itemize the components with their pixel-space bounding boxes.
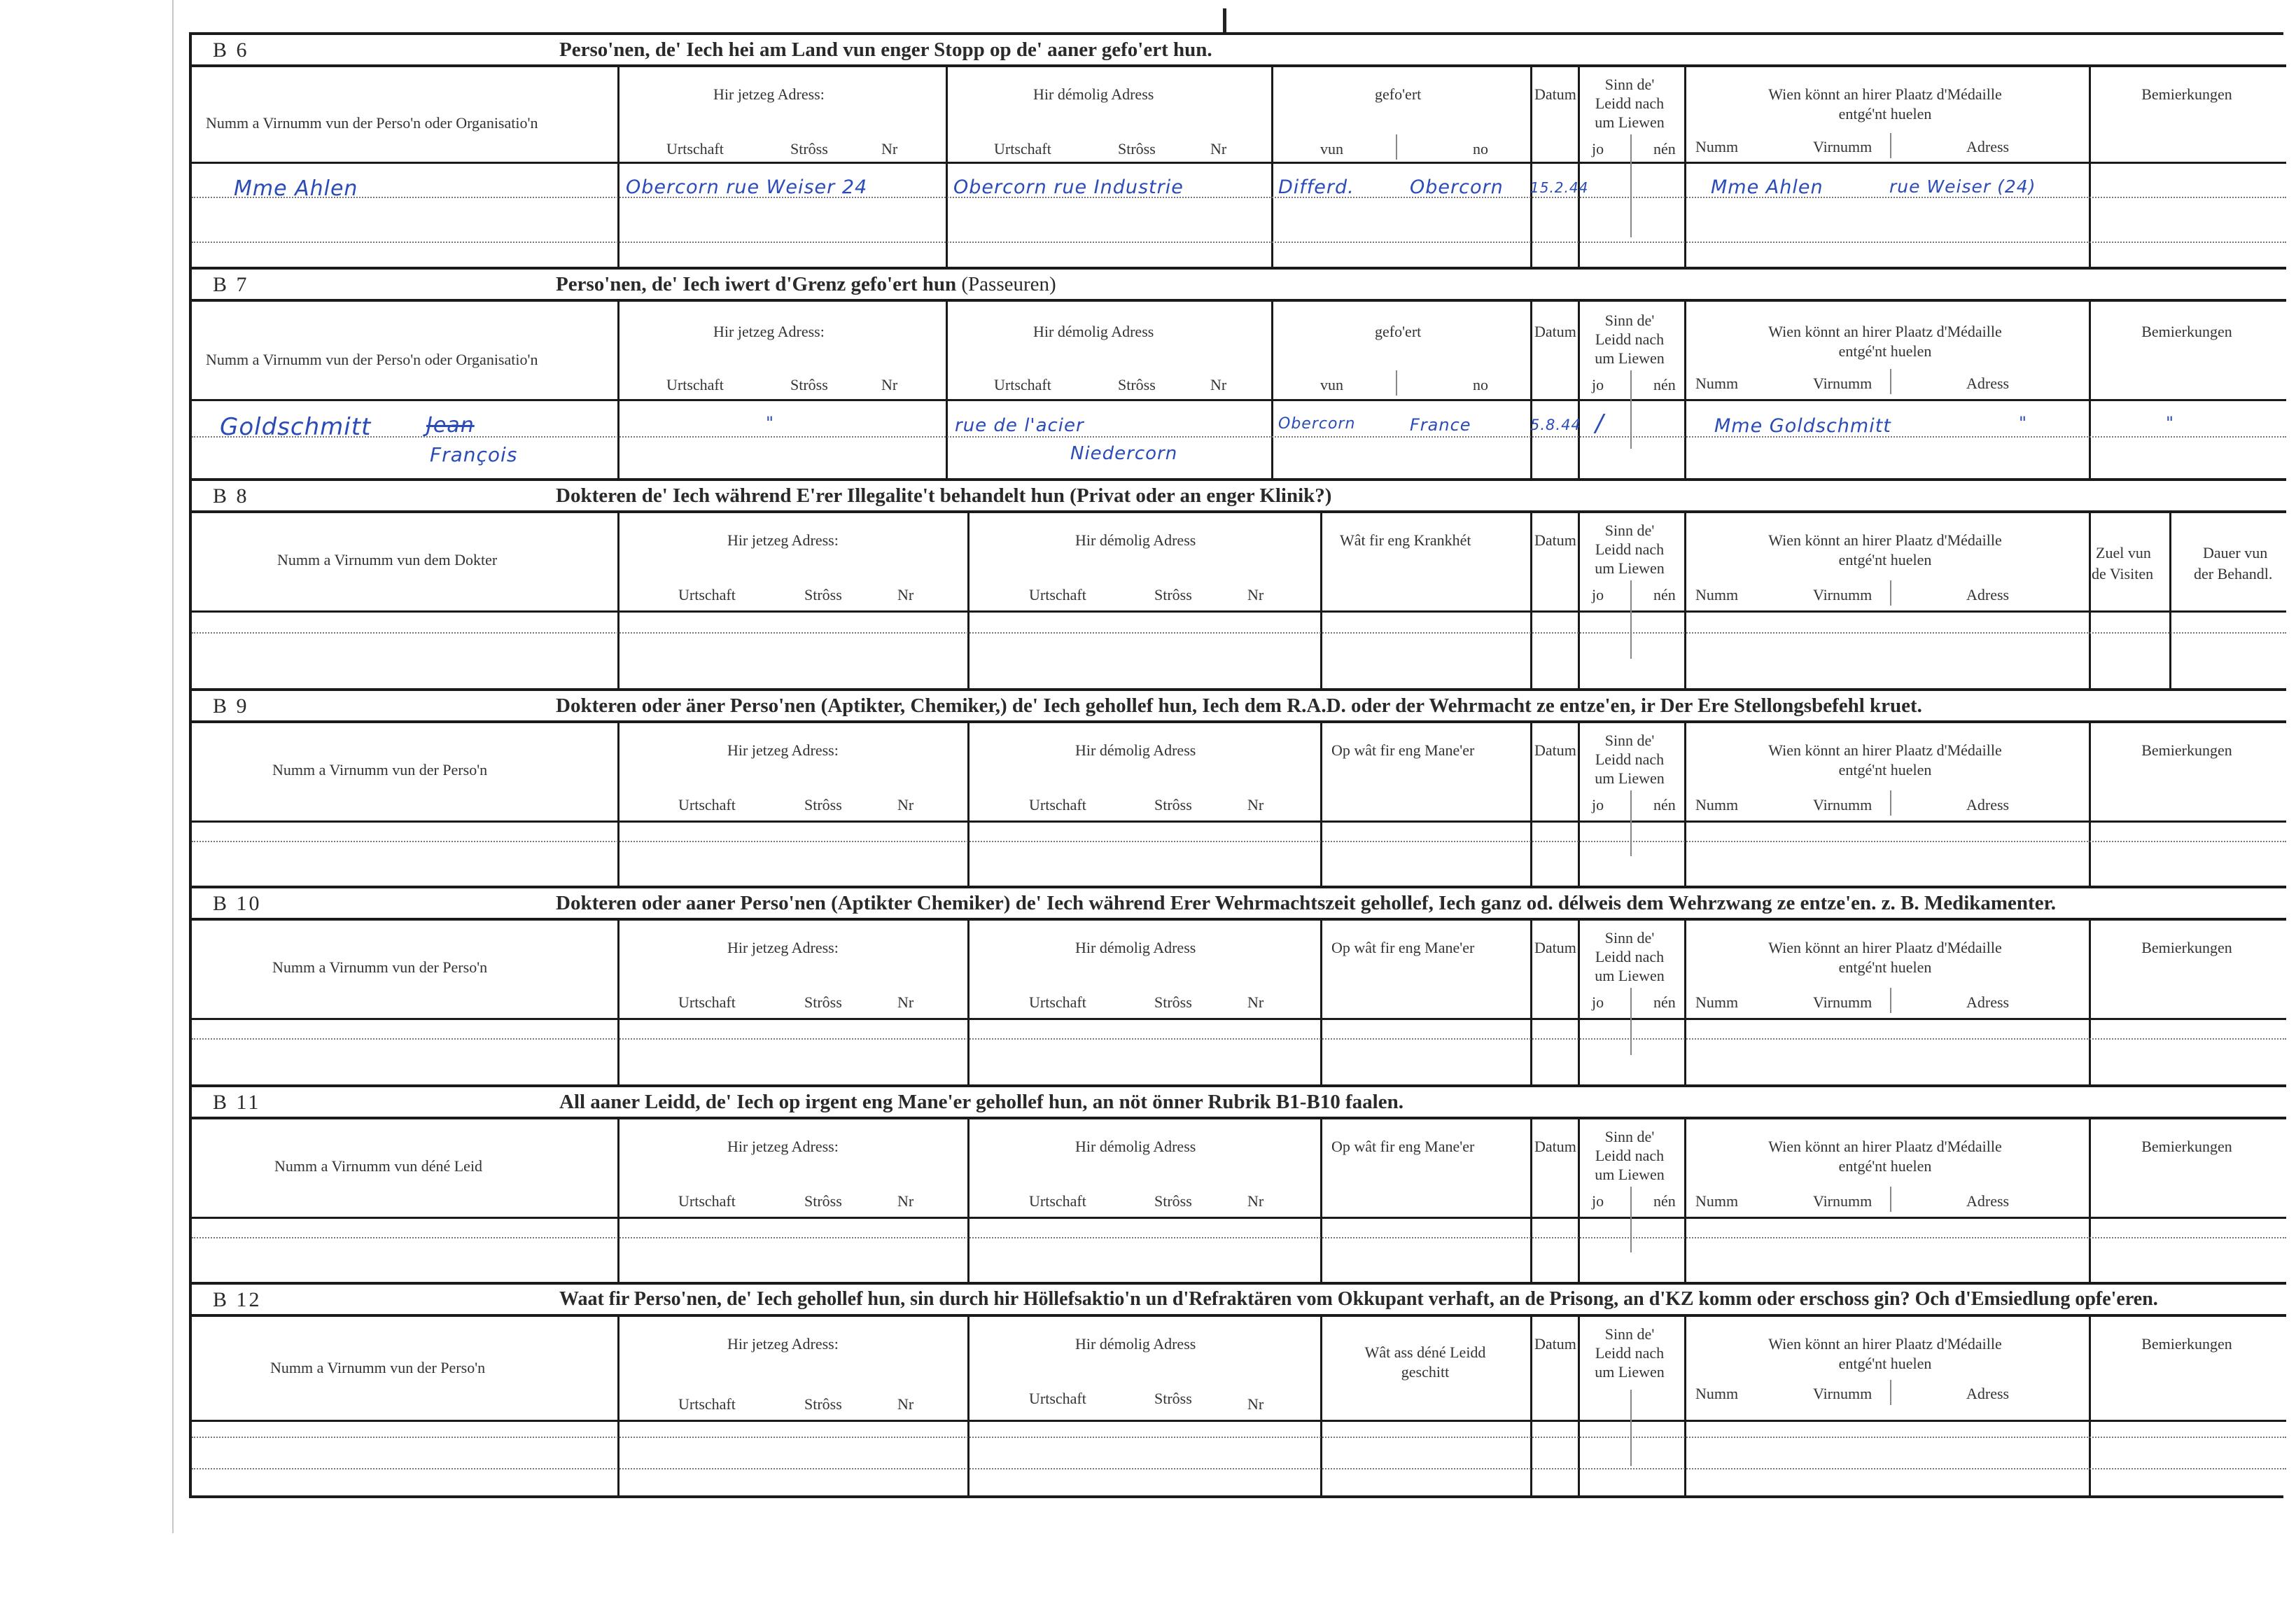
urtschaft-label: Urtschaft xyxy=(1029,796,1086,814)
remarks-label: Bemierkungen xyxy=(2141,85,2232,103)
column-divider xyxy=(1320,723,1322,888)
section-code: B 11 xyxy=(213,1091,261,1114)
column-divider xyxy=(1271,67,1273,270)
liewen-label: um Liewen xyxy=(1595,559,1665,577)
urtschaft-label: Urtschaft xyxy=(1029,586,1086,603)
stross-label: Strôss xyxy=(804,796,842,814)
section-title-text: Perso'nen, de' Iech iwert d'Grenz gefo'ert hun xyxy=(556,273,957,295)
handwritten-former-address: Obercorn rue Industrie xyxy=(953,176,1184,198)
remarks-label: Bemierkungen xyxy=(2141,1335,2232,1353)
numm-label: Numm xyxy=(1695,1385,1739,1402)
column-divider xyxy=(967,723,969,888)
section-b7 xyxy=(192,270,2286,481)
sub-divider xyxy=(1396,134,1397,160)
column-divider xyxy=(1320,513,1322,691)
handwritten-medal-address: " xyxy=(2019,413,2028,433)
column-divider xyxy=(617,1119,620,1285)
handwritten-jo-mark: / xyxy=(1595,410,1604,438)
date-label: Datum xyxy=(1534,531,1576,549)
sub-divider xyxy=(1630,790,1632,856)
sub-divider xyxy=(1890,133,1891,158)
column-divider xyxy=(1530,67,1532,270)
section-code: B 7 xyxy=(213,273,249,296)
what-happened-label-2: geschitt xyxy=(1401,1363,1450,1381)
stross-label: Strôss xyxy=(1154,993,1192,1011)
nen-label: nén xyxy=(1653,376,1676,393)
numm-label: Numm xyxy=(1695,586,1739,603)
section-b9 xyxy=(192,691,2286,888)
liewen-label: um Liewen xyxy=(1595,113,1665,131)
handwritten-medal-address: rue Weiser (24) xyxy=(1889,176,2036,197)
column-divider xyxy=(2089,1119,2091,1285)
name-column-label: Numm a Virnumm vun der Perso'n xyxy=(272,761,488,778)
nr-label: Nr xyxy=(881,376,898,393)
nr-label: Nr xyxy=(1247,796,1264,814)
current-address-label: Hir jetzeg Adress: xyxy=(727,741,839,759)
handwritten-medal-name: Mme Ahlen xyxy=(1711,176,1823,198)
sub-divider xyxy=(1890,369,1891,394)
column-divider xyxy=(1530,1317,1532,1498)
name-column-label: Numm a Virnumm vun der Perso'n oder Organisatio'n xyxy=(206,114,538,132)
sub-divider xyxy=(1630,134,1632,237)
virnumm-label: Virnumm xyxy=(1813,138,1872,155)
section-header xyxy=(192,888,2286,921)
stross-label: Strôss xyxy=(1154,796,1192,814)
medal-label-2: entgé'nt huelen xyxy=(1838,105,1932,123)
urtschaft-label: Urtschaft xyxy=(678,796,736,814)
sinn-label: Sinn de' xyxy=(1604,1128,1655,1145)
handwritten-medal-name: Mme Goldschmitt xyxy=(1714,415,1891,437)
section-title: Perso'nen, de' Iech hei am Land vun enger Stopp op de' aaner gefo'ert hun. xyxy=(559,39,1212,61)
section-title xyxy=(556,273,1056,296)
duration-label: Dauer vun xyxy=(2203,544,2268,561)
column-divider xyxy=(967,921,969,1087)
numm-label: Numm xyxy=(1695,993,1739,1011)
name-column-label: Numm a Virnumm vun der Perso'n oder Organisatio'n xyxy=(206,351,538,368)
sinn-label: Sinn de' xyxy=(1604,312,1655,329)
column-divider xyxy=(1578,921,1580,1087)
stross-label: Strôss xyxy=(1154,1192,1192,1210)
from-label: vun xyxy=(1320,140,1343,158)
date-label: Datum xyxy=(1534,939,1576,956)
stross-label: Strôss xyxy=(790,140,828,158)
medal-label: Wien könnt an hirer Plaatz d'Médaille xyxy=(1768,741,2002,759)
handwritten-from: Differd. xyxy=(1278,176,1354,198)
medal-label: Wien könnt an hirer Plaatz d'Médaille xyxy=(1768,1335,2002,1353)
stross-label: Strôss xyxy=(804,1192,842,1210)
column-divider xyxy=(1578,67,1580,270)
guided-label: gefo'ert xyxy=(1375,323,1422,340)
date-label: Datum xyxy=(1534,1335,1576,1353)
medal-label: Wien könnt an hirer Plaatz d'Médaille xyxy=(1768,323,2002,340)
handwritten-from: Obercorn xyxy=(1278,415,1356,433)
section-b12 xyxy=(192,1285,2286,1501)
sinn-label: Sinn de' xyxy=(1604,76,1655,93)
sub-divider xyxy=(1630,988,1632,1055)
column-divider xyxy=(1320,1119,1322,1285)
leidd-label: Leidd nach xyxy=(1595,948,1665,965)
adress-label: Adress xyxy=(1966,1385,2010,1402)
handwritten-to: France xyxy=(1410,415,1471,435)
handwritten-current-address: " xyxy=(766,413,775,433)
to-label: no xyxy=(1473,140,1488,158)
section-b8 xyxy=(192,481,2286,691)
column-divider xyxy=(1530,513,1532,691)
date-label: Datum xyxy=(1534,85,1576,103)
jo-label: jo xyxy=(1592,1192,1604,1210)
former-address-label: Hir démolig Adress xyxy=(1033,85,1154,103)
date-label: Datum xyxy=(1534,323,1576,340)
medal-label-2: entgé'nt huelen xyxy=(1838,1157,1932,1175)
column-divider xyxy=(1530,723,1532,888)
urtschaft-label: Urtschaft xyxy=(678,586,736,603)
liewen-label: um Liewen xyxy=(1595,1166,1665,1183)
sinn-label: Sinn de' xyxy=(1604,1325,1655,1343)
duration-label-2: der Behandl. xyxy=(2194,565,2273,582)
handwritten-former-address-2: Niedercorn xyxy=(1070,443,1178,464)
column-divider xyxy=(1578,302,1580,481)
leidd-label: Leidd nach xyxy=(1595,330,1665,348)
nr-label: Nr xyxy=(897,1395,914,1413)
virnumm-label: Virnumm xyxy=(1813,586,1872,603)
nr-label: Nr xyxy=(1210,376,1227,393)
column-divider xyxy=(2089,513,2091,691)
name-column-label: Numm a Virnumm vun der Perso'n xyxy=(270,1359,486,1376)
illness-label: Wât fir eng Krankhét xyxy=(1340,531,1471,549)
page-edge-mark xyxy=(172,0,174,1533)
column-divider xyxy=(1578,1119,1580,1285)
current-address-label: Hir jetzeg Adress: xyxy=(727,531,839,549)
adress-label: Adress xyxy=(1966,1192,2010,1210)
sub-divider xyxy=(1890,988,1891,1013)
nr-label: Nr xyxy=(881,140,898,158)
sinn-label: Sinn de' xyxy=(1604,732,1655,749)
guided-label: gefo'ert xyxy=(1375,85,1422,103)
leidd-label: Leidd nach xyxy=(1595,1344,1665,1362)
column-divider xyxy=(1578,513,1580,691)
liewen-label: um Liewen xyxy=(1595,1363,1665,1381)
manner-label: Op wât fir eng Mane'er xyxy=(1331,741,1475,759)
urtschaft-label: Urtschaft xyxy=(1029,1192,1086,1210)
stross-label: Strôss xyxy=(1118,376,1156,393)
former-address-label: Hir démolig Adress xyxy=(1033,323,1154,340)
column-divider xyxy=(1578,723,1580,888)
date-label: Datum xyxy=(1534,741,1576,759)
column-divider xyxy=(967,1317,969,1498)
entry-line xyxy=(192,1038,2286,1040)
urtschaft-label: Urtschaft xyxy=(666,140,724,158)
virnumm-label: Virnumm xyxy=(1813,1192,1872,1210)
section-header xyxy=(192,270,2286,302)
adress-label: Adress xyxy=(1966,138,2010,155)
column-divider xyxy=(617,723,620,888)
sub-divider xyxy=(1890,1187,1891,1212)
from-label: vun xyxy=(1320,376,1343,393)
stross-label: Strôss xyxy=(804,993,842,1011)
nen-label: nén xyxy=(1653,1192,1676,1210)
handwritten-to: Obercorn xyxy=(1410,176,1504,198)
sub-divider xyxy=(1890,1380,1891,1405)
numm-label: Numm xyxy=(1695,138,1739,155)
stross-label: Strôss xyxy=(804,586,842,603)
section-title: Dokteren oder aaner Perso'nen (Aptikter Chemiker) de' Iech während Erer Wehrmachtszeit gehollef, Iech ganz od. délweis dem Wehrzwang ze entze'en. z. B. Medikamenter. xyxy=(556,892,2057,914)
column-divider xyxy=(946,67,948,270)
column-divider xyxy=(967,513,969,691)
column-divider xyxy=(967,1119,969,1285)
stross-label: Strôss xyxy=(804,1395,842,1413)
column-divider xyxy=(617,921,620,1087)
manner-label: Op wât fir eng Mane'er xyxy=(1331,1138,1475,1155)
column-divider xyxy=(617,67,620,270)
medal-label-2: entgé'nt huelen xyxy=(1838,958,1932,976)
sub-divider xyxy=(1630,580,1632,659)
nen-label: nén xyxy=(1653,993,1676,1011)
entry-line xyxy=(192,197,2286,198)
column-divider xyxy=(2089,921,2091,1087)
nr-label: Nr xyxy=(1210,140,1227,158)
section-b6 xyxy=(192,35,2286,270)
column-divider xyxy=(617,513,620,691)
adress-label: Adress xyxy=(1966,586,2010,603)
handwritten-name: Goldschmitt xyxy=(220,413,372,441)
stross-label: Strôss xyxy=(1118,140,1156,158)
urtschaft-label: Urtschaft xyxy=(1029,993,1086,1011)
section-code: B 6 xyxy=(213,39,249,62)
section-code: B 12 xyxy=(213,1288,262,1311)
nen-label: nén xyxy=(1653,586,1676,603)
entry-line xyxy=(192,242,2286,243)
name-column-label: Numm a Virnumm vun der Perso'n xyxy=(272,958,488,976)
former-address-label: Hir démolig Adress xyxy=(1075,531,1196,549)
sub-divider xyxy=(1630,1390,1632,1466)
current-address-label: Hir jetzeg Adress: xyxy=(727,939,839,956)
column-divider xyxy=(946,302,948,481)
section-b10 xyxy=(192,888,2286,1087)
stross-label: Strôss xyxy=(790,376,828,393)
nr-label: Nr xyxy=(897,1192,914,1210)
handwritten-name-correction: François xyxy=(430,443,518,466)
section-header xyxy=(192,481,2286,513)
current-address-label: Hir jetzeg Adress: xyxy=(713,323,825,340)
remarks-label: Bemierkungen xyxy=(2141,741,2232,759)
urtschaft-label: Urtschaft xyxy=(678,993,736,1011)
nen-label: nén xyxy=(1653,796,1676,814)
leidd-label: Leidd nach xyxy=(1595,95,1665,112)
former-address-label: Hir démolig Adress xyxy=(1075,1138,1196,1155)
column-divider xyxy=(2089,67,2091,270)
jo-label: jo xyxy=(1592,993,1604,1011)
virnumm-label: Virnumm xyxy=(1813,993,1872,1011)
section-title: All aaner Leidd, de' Iech op irgent eng Mane'er gehollef hun, an nöt önner Rubrik B1-B10 faalen. xyxy=(559,1091,1404,1113)
entry-line xyxy=(192,436,2286,438)
current-address-label: Hir jetzeg Adress: xyxy=(727,1138,839,1155)
section-b11 xyxy=(192,1087,2286,1285)
liewen-label: um Liewen xyxy=(1595,349,1665,367)
handwritten-current-address: Obercorn rue Weiser 24 xyxy=(626,176,868,198)
numm-label: Numm xyxy=(1695,375,1739,392)
nen-label: nén xyxy=(1653,140,1676,158)
column-divider xyxy=(617,302,620,481)
column-divider xyxy=(2089,1317,2091,1498)
column-divider xyxy=(2169,513,2171,691)
adress-label: Adress xyxy=(1966,375,2010,392)
liewen-label: um Liewen xyxy=(1595,967,1665,984)
adress-label: Adress xyxy=(1966,993,2010,1011)
jo-label: jo xyxy=(1592,796,1604,814)
jo-label: jo xyxy=(1592,586,1604,603)
sinn-label: Sinn de' xyxy=(1604,522,1655,539)
medal-label: Wien könnt an hirer Plaatz d'Médaille xyxy=(1768,531,2002,549)
manner-label: Op wât fir eng Mane'er xyxy=(1331,939,1475,956)
former-address-label: Hir démolig Adress xyxy=(1075,1335,1196,1353)
virnumm-label: Virnumm xyxy=(1813,375,1872,392)
handwritten-former-address: rue de l'acier xyxy=(955,415,1084,436)
urtschaft-label: Urtschaft xyxy=(678,1192,736,1210)
urtschaft-label: Urtschaft xyxy=(666,376,724,393)
entry-line xyxy=(192,841,2286,842)
handwritten-date: 5.8.44 xyxy=(1530,417,1581,433)
column-divider xyxy=(1530,1119,1532,1285)
name-column-label: Numm a Virnumm vun dem Dokter xyxy=(277,551,498,568)
questionnaire-form xyxy=(189,32,2283,1498)
section-header xyxy=(192,1285,2286,1317)
visits-label: Zuel vun xyxy=(2096,544,2151,561)
medal-label-2: entgé'nt huelen xyxy=(1838,1355,1932,1372)
section-header xyxy=(192,691,2286,723)
column-divider xyxy=(1530,921,1532,1087)
nr-label: Nr xyxy=(1247,993,1264,1011)
section-title-suffix: (Passeuren) xyxy=(961,273,1056,295)
column-divider xyxy=(2089,302,2091,481)
column-divider xyxy=(2089,723,2091,888)
urtschaft-label: Urtschaft xyxy=(994,376,1051,393)
former-address-label: Hir démolig Adress xyxy=(1075,939,1196,956)
date-label: Datum xyxy=(1534,1138,1576,1155)
sub-divider xyxy=(1890,580,1891,606)
column-divider xyxy=(1271,302,1273,481)
entry-line xyxy=(192,1437,2286,1438)
nr-label: Nr xyxy=(897,796,914,814)
remarks-label: Bemierkungen xyxy=(2141,1138,2232,1155)
column-divider xyxy=(1578,1317,1580,1498)
adress-label: Adress xyxy=(1966,796,2010,814)
numm-label: Numm xyxy=(1695,1192,1739,1210)
section-title: Waat fir Perso'nen, de' Iech gehollef hun, sin durch hir Höllefsaktio'n un d'Refraktären vom Okkupant verhaft, an de Prisong, an d'KZ komm oder erschoss gin? Och d'Emsiedlung opfe'eren. xyxy=(559,1288,2158,1310)
section-code: B 9 xyxy=(213,694,249,718)
medal-label: Wien könnt an hirer Plaatz d'Médaille xyxy=(1768,1138,2002,1155)
nr-label: Nr xyxy=(1247,1395,1264,1413)
section-code: B 8 xyxy=(213,484,249,508)
medal-label: Wien könnt an hirer Plaatz d'Médaille xyxy=(1768,939,2002,956)
column-divider xyxy=(1530,302,1532,481)
leidd-label: Leidd nach xyxy=(1595,750,1665,768)
top-registration-mark xyxy=(1223,8,1226,32)
handwritten-name-struck: Jean xyxy=(426,413,475,438)
urtschaft-label: Urtschaft xyxy=(1029,1390,1086,1407)
remarks-label: Bemierkungen xyxy=(2141,323,2232,340)
handwritten-name: Mme Ahlen xyxy=(234,176,358,201)
nr-label: Nr xyxy=(897,586,914,603)
entry-line xyxy=(192,1237,2286,1238)
handwritten-date: 15.2.44 xyxy=(1530,179,1589,196)
virnumm-label: Virnumm xyxy=(1813,1385,1872,1402)
section-code: B 10 xyxy=(213,892,262,915)
section-header xyxy=(192,35,2286,67)
medal-label: Wien könnt an hirer Plaatz d'Médaille xyxy=(1768,85,2002,103)
nr-label: Nr xyxy=(897,993,914,1011)
urtschaft-label: Urtschaft xyxy=(678,1395,736,1413)
what-happened-label: Wât ass déné Leidd xyxy=(1364,1343,1486,1361)
current-address-label: Hir jetzeg Adress: xyxy=(713,85,825,103)
medal-label-2: entgé'nt huelen xyxy=(1838,342,1932,360)
entry-line xyxy=(192,632,2286,634)
handwritten-remarks: " xyxy=(2166,413,2175,433)
sinn-label: Sinn de' xyxy=(1604,929,1655,947)
to-label: no xyxy=(1473,376,1488,393)
name-column-label: Numm a Virnumm vun déné Leid xyxy=(274,1157,483,1175)
numm-label: Numm xyxy=(1695,796,1739,814)
column-divider xyxy=(617,1317,620,1498)
sub-divider xyxy=(1396,370,1397,396)
current-address-label: Hir jetzeg Adress: xyxy=(727,1335,839,1353)
section-header xyxy=(192,1087,2286,1119)
jo-label: jo xyxy=(1592,140,1604,158)
sub-divider xyxy=(1630,1187,1632,1252)
former-address-label: Hir démolig Adress xyxy=(1075,741,1196,759)
urtschaft-label: Urtschaft xyxy=(994,140,1051,158)
entry-line xyxy=(192,1468,2286,1469)
medal-label-2: entgé'nt huelen xyxy=(1838,551,1932,568)
nr-label: Nr xyxy=(1247,1192,1264,1210)
leidd-label: Leidd nach xyxy=(1595,540,1665,558)
medal-label-2: entgé'nt huelen xyxy=(1838,761,1932,778)
column-divider xyxy=(1320,921,1322,1087)
section-title: Dokteren oder äner Perso'nen (Aptikter, Chemiker,) de' Iech gehollef hun, Iech dem R.A.D. oder der Wehrmacht ze entze'en, ir Der Ere Stellongsbefehl kruet. xyxy=(556,694,1922,717)
remarks-label: Bemierkungen xyxy=(2141,939,2232,956)
stross-label: Strôss xyxy=(1154,1390,1192,1407)
leidd-label: Leidd nach xyxy=(1595,1147,1665,1164)
visits-label-2: de Visiten xyxy=(2092,565,2154,582)
section-title: Dokteren de' Iech während E'rer Illegalite't behandelt hun (Privat oder an enger Klinik?) xyxy=(556,484,1332,507)
stross-label: Strôss xyxy=(1154,586,1192,603)
virnumm-label: Virnumm xyxy=(1813,796,1872,814)
sub-divider xyxy=(1890,790,1891,816)
liewen-label: um Liewen xyxy=(1595,769,1665,787)
nr-label: Nr xyxy=(1247,586,1264,603)
jo-label: jo xyxy=(1592,376,1604,393)
